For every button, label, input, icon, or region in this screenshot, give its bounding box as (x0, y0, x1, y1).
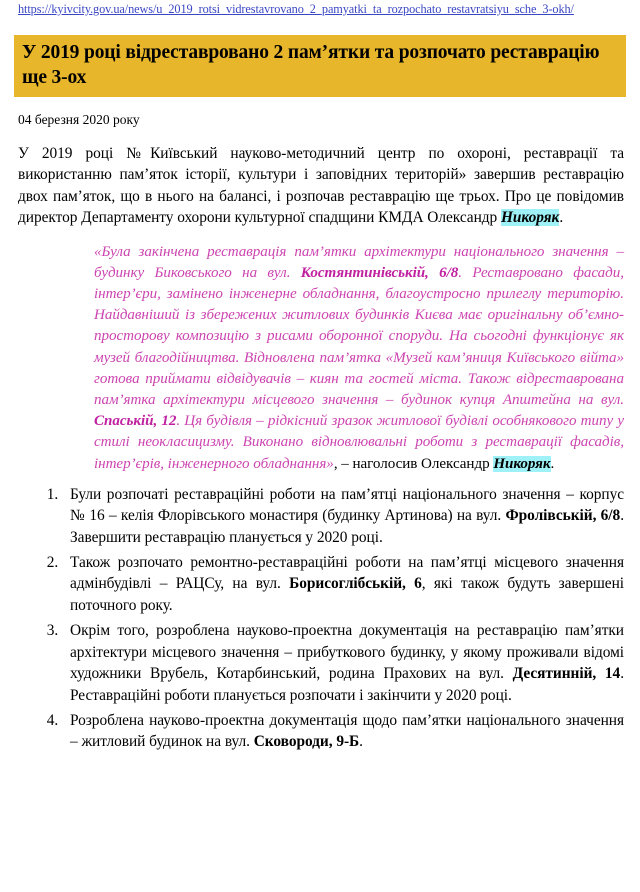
quote-block (94, 242, 626, 475)
quote-attribution-suffix: . (550, 455, 555, 472)
publication-date: 04 березня 2020 року (18, 112, 140, 127)
highlighted-name-nykoriak-quote: Никоряк (493, 455, 551, 472)
list-item-text-after: . Завершити реставрацію планується у 2020 році. (70, 507, 624, 546)
source-url-link[interactable]: https://kyivcity.gov.ua/news/u_2019_rotsi_vidrestavrovano_2_pamyatki_ta_rozpochato_restavratsiyu_sche_3-okh/ (18, 2, 574, 16)
quote-segment-2: . Реставровано фасади, інтер’єри, замінено інженерне обладнання, благоустросно прилеглу територію. Найдавніший із збережених житлових будинків Києва має оригінальну об’ємно-просторову композицію з рисами оборонної споруди. На сьогодні функціонує як музей благодійництва. Відновлена пам’ятка «Музей кам’яниця Київського війта» готова приймати відвідувачів – киян та гостей міста. Також відреставрована пам’ятка архітектури місцевого значення – будинок купця Апштейна на вул. (94, 264, 624, 409)
highlighted-name-nykoriak-lead: Никоряк (501, 209, 560, 227)
list-item-text-after: . (359, 733, 363, 751)
lead-paragraph-text-part1: У 2019 році №Київський науково-методичний центр по охороні, реставрації та використанню пам’яток історії, культури і заповідних територій» завершив реставрацію двох пам’яток, що в нього на балансі, і розпочав реставрацію ще трьох. Про це повідомив директор Департаменту охорони культурної спадщини КМДА Олександр (18, 145, 624, 227)
list-item-text-after: , які також будуть завершені поточного року. (70, 575, 624, 614)
quote-segment-1: «Була закінчена реставрація пам’ятки архітектури національного значення – будинку Биковського на вул. (94, 243, 624, 281)
list-item-text-before: Розроблена науково-проектна документація щодо пам’ятки національного значення – житловий будинок на вул. (70, 711, 624, 751)
list-item-address: Борисоглібській, 6 (289, 575, 422, 593)
list-item-text-after: . Реставраційні роботи планується розпочати і закінчити у 2020 році. (70, 665, 624, 704)
lead-paragraph-text-part2: . (559, 209, 564, 227)
lead-paragraph (18, 143, 626, 229)
list-item-text-before: Були розпочаті реставраційні роботи на пам’ятці національного значення – корпус № 16 – келія Флорівського монастиря (будинку Артинова) на вул. (70, 485, 624, 525)
quote-segment-3: . Ця будівля – рідкісний зразок житлової будівлі особнякового типу у стилі неокласицизму. Виконано відновлювальні роботи з реставрації фасадів, інтер’єрів, інженерного обладнання» (94, 413, 624, 472)
list-item (62, 620, 624, 706)
list-item (62, 710, 624, 753)
list-item-address: Сковороди, 9-Б (253, 733, 360, 751)
list-item-address: Десятинній, 14 (512, 665, 621, 683)
quote-attribution-prefix: , – наголосив Олександр (333, 455, 494, 472)
list-item-text-before: Також розпочато ремонтно-реставраційні роботи на пам’ятці місцевого значення адмінбудівлі – РАЦСу, на вул. (70, 554, 624, 593)
list-item (62, 484, 624, 548)
quote-address-spaska: Спаській, 12 (94, 413, 177, 430)
page-title: У 2019 році відреставровано 2 пам’ятки та розпочато реставрацію ще 3-ох (14, 35, 626, 97)
restoration-projects-list (14, 484, 626, 753)
list-item-address: Фролівській, 6/8 (505, 507, 621, 525)
quote-address-kostiantynivska: Костянтинівській, 6/8 (300, 264, 459, 281)
list-item-text-before: Окрім того, розроблена науково-проектна документація на реставрацію пам’ятки архітектури місцевого значення – прибуткового будинку, у якому проживали відомі художники Врубель, Котарбинський, родина Прахових на вул. (70, 622, 624, 683)
list-item (62, 552, 624, 616)
